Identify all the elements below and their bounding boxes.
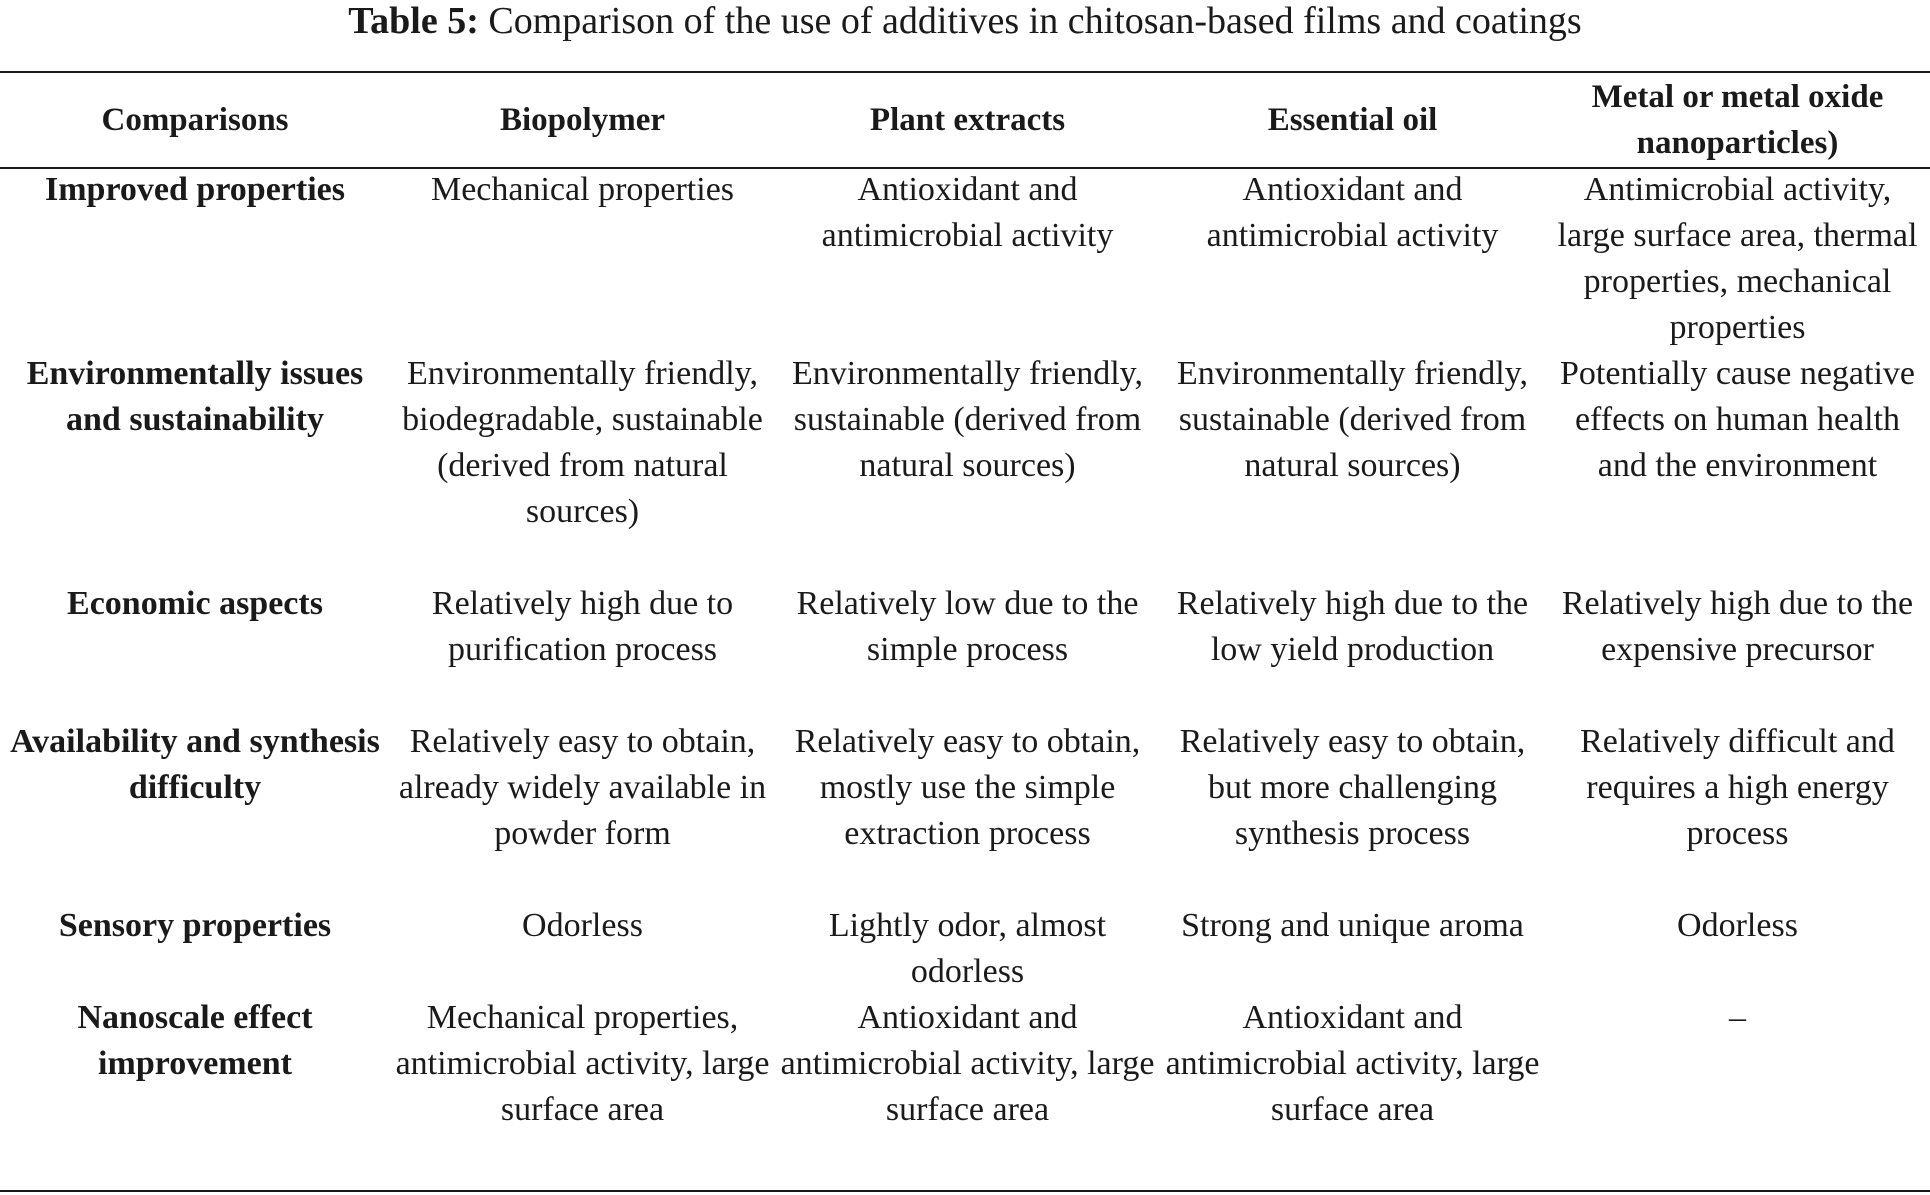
header-essential-oil: Essential oil <box>1267 102 1438 138</box>
table-cell: Relatively easy to obtain, but more challenging synthesis process <box>1179 723 1526 852</box>
table-cell: Relatively low due to the simple process <box>796 585 1139 668</box>
header-comparisons: Comparisons <box>101 102 289 138</box>
header-biopolymer: Biopolymer <box>500 102 665 138</box>
table-cell: Mechanical properties, antimicrobial activity, large surface area <box>395 999 770 1128</box>
header-plant-extracts: Plant extracts <box>869 102 1066 138</box>
table-cell: Antioxidant and antimicrobial activity <box>1206 171 1499 254</box>
row-label: Availability and synthesis difficulty <box>10 723 380 806</box>
table-cell: Relatively high due to purification process <box>431 585 734 668</box>
row-label: Improved properties <box>44 171 345 208</box>
table-cell: Relatively high due to the low yield production <box>1176 585 1529 668</box>
table-row <box>0 903 1930 995</box>
caption-label: Table 5: <box>348 0 479 42</box>
table-cell: Environmentally friendly, sustainable (derived from natural sources) <box>1177 355 1528 484</box>
table-cell: Potentially cause negative effects on human health and the environment <box>1560 355 1915 484</box>
table-cell: Odorless <box>1677 907 1798 944</box>
table-cell: Relatively high due to the expensive precursor <box>1561 585 1914 668</box>
table-bottom-rule <box>0 1190 1930 1192</box>
table-row <box>0 995 1930 1179</box>
comparison-table <box>0 73 1930 1179</box>
table-cell: Lightly odor, almost odorless <box>828 907 1107 990</box>
table-cell: – <box>1729 999 1746 1036</box>
header-metal-nanoparticles: Metal or metal oxide nanoparticles) <box>1591 79 1884 161</box>
table-row <box>0 719 1930 903</box>
table-cell: Antioxidant and antimicrobial activity, large surface area <box>780 999 1155 1128</box>
table-caption <box>0 0 1930 42</box>
header-row <box>0 73 1930 167</box>
table-row <box>0 581 1930 719</box>
table-row <box>0 167 1930 351</box>
row-label: Economic aspects <box>67 585 323 622</box>
table-cell: Environmentally friendly, sustainable (derived from natural sources) <box>792 355 1143 484</box>
table-cell: Antimicrobial activity, large surface area, thermal properties, mechanical properties <box>1557 171 1918 346</box>
table-cell: Relatively easy to obtain, mostly use the simple extraction process <box>794 723 1141 852</box>
table-cell: Antioxidant and antimicrobial activity <box>821 171 1114 254</box>
row-label: Sensory properties <box>58 907 332 944</box>
table-cell: Relatively easy to obtain, already widely available in powder form <box>398 723 767 852</box>
row-label: Environmentally issues and sustainability <box>26 355 364 438</box>
table-cell: Odorless <box>522 907 643 944</box>
table-cell: Relatively difficult and requires a high energy process <box>1580 723 1895 852</box>
table-cell: Environmentally friendly, biodegradable, sustainable (derived from natural sources) <box>402 355 763 530</box>
table-cell: Mechanical properties <box>430 171 735 208</box>
table-cell: Antioxidant and antimicrobial activity, large surface area <box>1165 999 1540 1128</box>
row-label: Nanoscale effect improvement <box>77 999 313 1082</box>
caption-text: Comparison of the use of additives in chitosan-based films and coatings <box>478 0 1582 42</box>
table-row <box>0 351 1930 581</box>
table-cell: Strong and unique aroma <box>1181 907 1524 944</box>
